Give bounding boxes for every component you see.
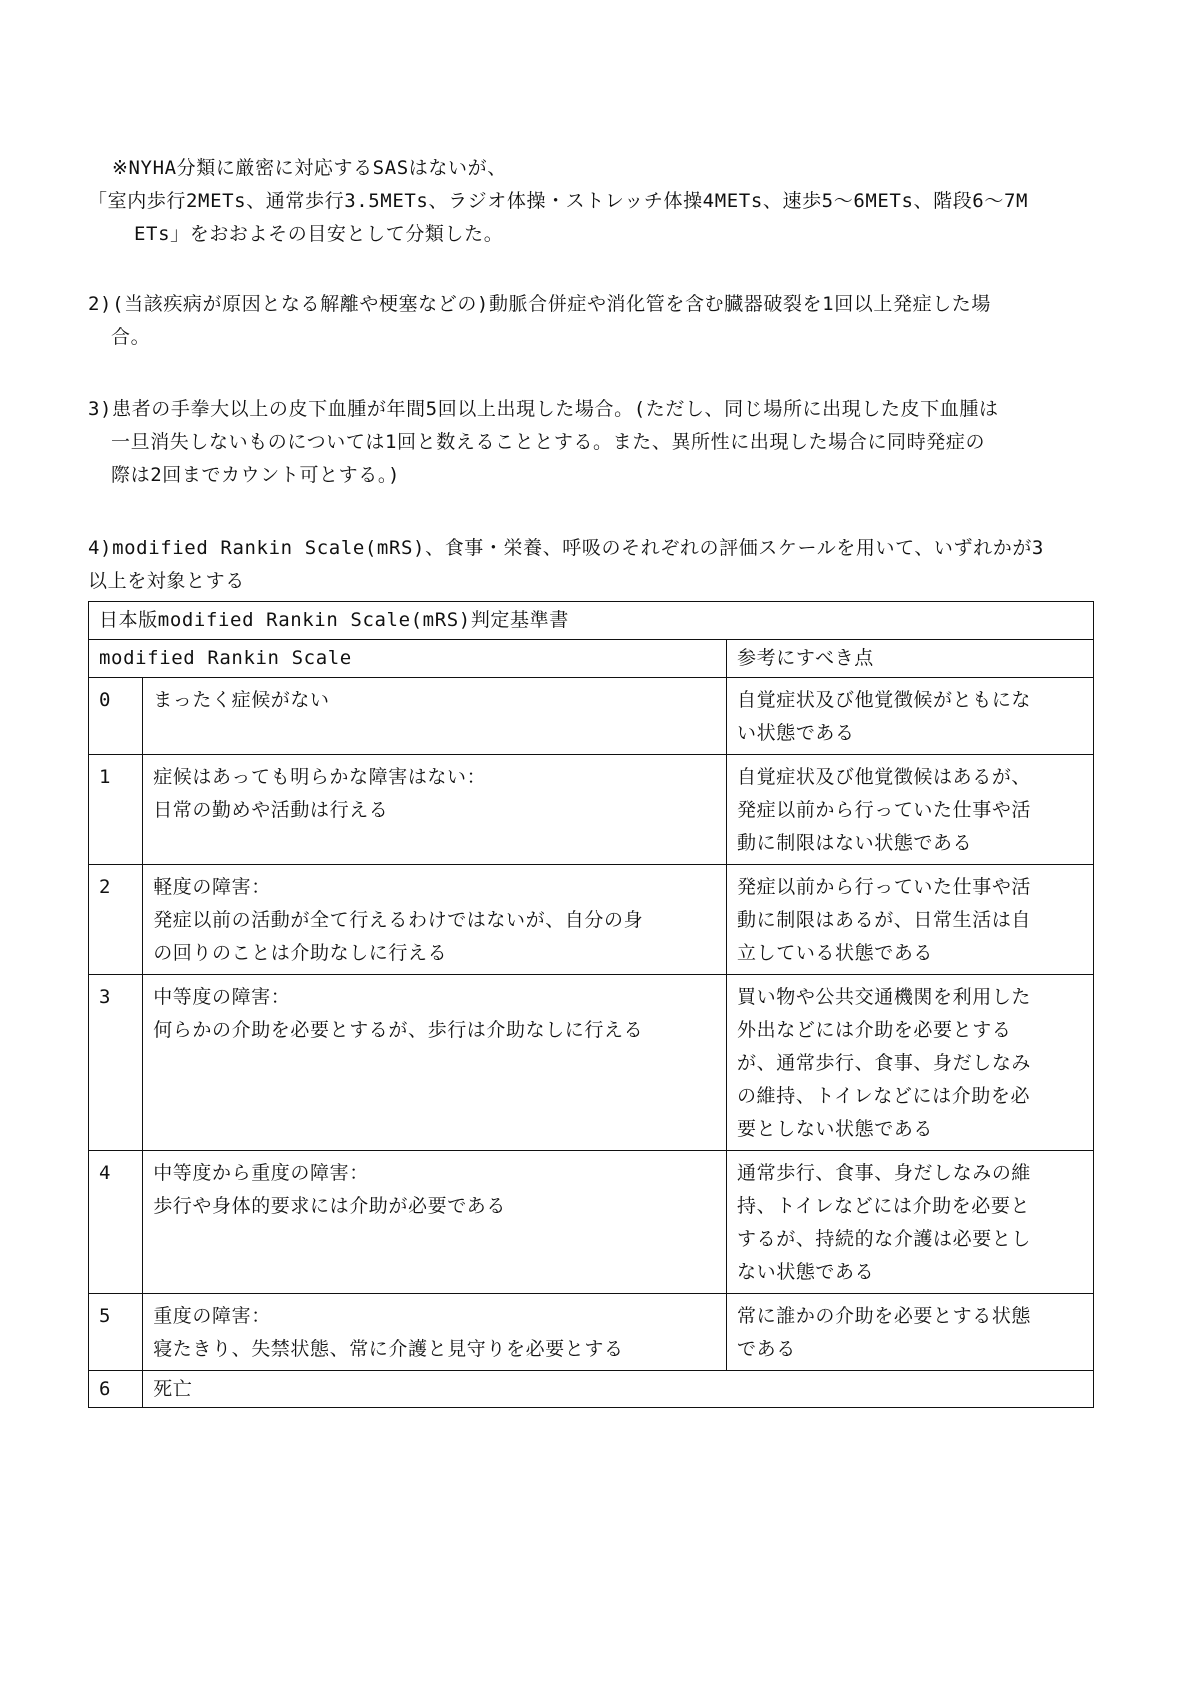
table-row <box>89 1151 1094 1294</box>
desc-line: 寝たきり、失禁状態、常に介護と見守りを必要とする <box>153 1338 624 1360</box>
desc-line: 歩行や身体的要求には介助が必要である <box>153 1195 507 1217</box>
desc-line: 軽度の障害： <box>153 876 271 898</box>
header-scale: modified Rankin Scale <box>89 640 727 678</box>
ref-cell <box>727 975 1094 1151</box>
table-title: 日本版modified Rankin Scale(mRS)判定基準書 <box>89 602 1094 640</box>
desc-cell <box>143 1371 1094 1408</box>
ref-cell <box>727 1294 1094 1371</box>
table-row <box>89 1294 1094 1371</box>
desc-cell <box>143 1294 727 1371</box>
item3-line-2: 一旦消失しないものについては1回と数えることとする。また、異所性に出現した場合に同時発症の <box>111 431 986 453</box>
item2-line-1: 2)(当該疾病が原因となる解離や梗塞などの)動脈合併症や消化管を含む臓器破裂を1回以上発症した場 <box>88 293 991 315</box>
desc-line: 症候はあっても明らかな障害はない： <box>153 766 487 788</box>
desc-line: の回りのことは介助なしに行える <box>153 942 448 964</box>
table-row <box>89 678 1094 755</box>
note-line-1: ※NYHA分類に厳密に対応するSASはないが、 <box>112 157 507 179</box>
desc-cell <box>143 1151 727 1294</box>
ref-line: 立している状態である <box>737 942 934 964</box>
desc-line: 重度の障害： <box>153 1305 271 1327</box>
desc-line: 中等度から重度の障害： <box>153 1162 369 1184</box>
note-line-3: ETs」をおおよその目安として分類した。 <box>134 223 504 245</box>
desc-line: 日常の勤めや活動は行える <box>153 799 389 821</box>
ref-line: 自覚症状及び他覚徴候がともにな <box>737 689 1032 711</box>
ref-line: が、通常歩行、食事、身だしなみ <box>737 1052 1032 1074</box>
ref-line: 自覚症状及び他覚徴候はあるが、 <box>737 766 1032 788</box>
ref-line: 発症以前から行っていた仕事や活 <box>737 799 1032 821</box>
item3-line-1: 3)患者の手拳大以上の皮下血腫が年間5回以上出現した場合。(ただし、同じ場所に出現した皮下血腫は <box>88 398 999 420</box>
ref-line: の維持、トイレなどには介助を必 <box>737 1085 1031 1107</box>
grade-cell: 1 <box>89 755 143 865</box>
table-header-row <box>89 640 1094 678</box>
item4-line-2: 以上を対象とする <box>88 570 245 592</box>
note-line-2: 「室内歩行2METs、通常歩行3.5METs、ラジオ体操・ストレッチ体操4METs、速歩5～6METs、階段6～7M <box>88 190 1029 212</box>
desc-cell <box>143 755 727 865</box>
table-row <box>89 755 1094 865</box>
desc-cell <box>143 975 727 1151</box>
ref-line: 外出などには介助を必要とする <box>737 1019 1012 1041</box>
item4-line-1: 4)modified Rankin Scale(mRS)、食事・栄養、呼吸のそれぞれの評価スケールを用いて、いずれかが3 <box>88 537 1044 559</box>
desc-line: 中等度の障害： <box>153 986 291 1008</box>
desc-cell <box>143 865 727 975</box>
grade-cell: 5 <box>89 1294 143 1371</box>
ref-cell <box>727 1151 1094 1294</box>
desc-line: 発症以前の活動が全て行えるわけではないが、自分の身 <box>153 909 644 931</box>
grade-cell: 6 <box>89 1371 143 1408</box>
ref-line: 持、トイレなどには介助を必要と <box>737 1195 1031 1217</box>
ref-line: 動に制限はあるが、日常生活は自 <box>737 909 1032 931</box>
table-row <box>89 975 1094 1151</box>
desc-line: まったく症候がない <box>153 689 330 711</box>
table-row <box>89 1371 1094 1408</box>
ref-line: である <box>737 1338 796 1360</box>
item2-line-2: 合。 <box>111 326 151 348</box>
item3-line-3: 際は2回までカウント可とする。) <box>111 464 400 486</box>
ref-line: するが、持続的な介護は必要とし <box>737 1228 1032 1250</box>
table-title-row <box>89 602 1094 640</box>
header-reference: 参考にすべき点 <box>727 640 1094 678</box>
grade-cell: 4 <box>89 1151 143 1294</box>
ref-line: 動に制限はない状態である <box>737 832 973 854</box>
mrs-table <box>88 601 1094 1408</box>
ref-cell <box>727 755 1094 865</box>
desc-line: 何らかの介助を必要とするが、歩行は介助なしに行える <box>153 1019 644 1041</box>
desc-cell <box>143 678 727 755</box>
table-row <box>89 865 1094 975</box>
grade-cell: 0 <box>89 678 143 755</box>
grade-cell: 3 <box>89 975 143 1151</box>
grade-cell: 2 <box>89 865 143 975</box>
ref-cell <box>727 678 1094 755</box>
ref-line: 通常歩行、食事、身だしなみの維 <box>737 1162 1032 1184</box>
desc-line: 死亡 <box>153 1378 193 1400</box>
ref-cell <box>727 865 1094 975</box>
ref-line: ない状態である <box>737 1261 875 1283</box>
ref-line: 常に誰かの介助を必要とする状態 <box>737 1305 1032 1327</box>
ref-line: 買い物や公共交通機関を利用した <box>737 986 1032 1008</box>
ref-line: い状態である <box>737 722 855 744</box>
ref-line: 発症以前から行っていた仕事や活 <box>737 876 1032 898</box>
ref-line: 要としない状態である <box>737 1118 934 1140</box>
